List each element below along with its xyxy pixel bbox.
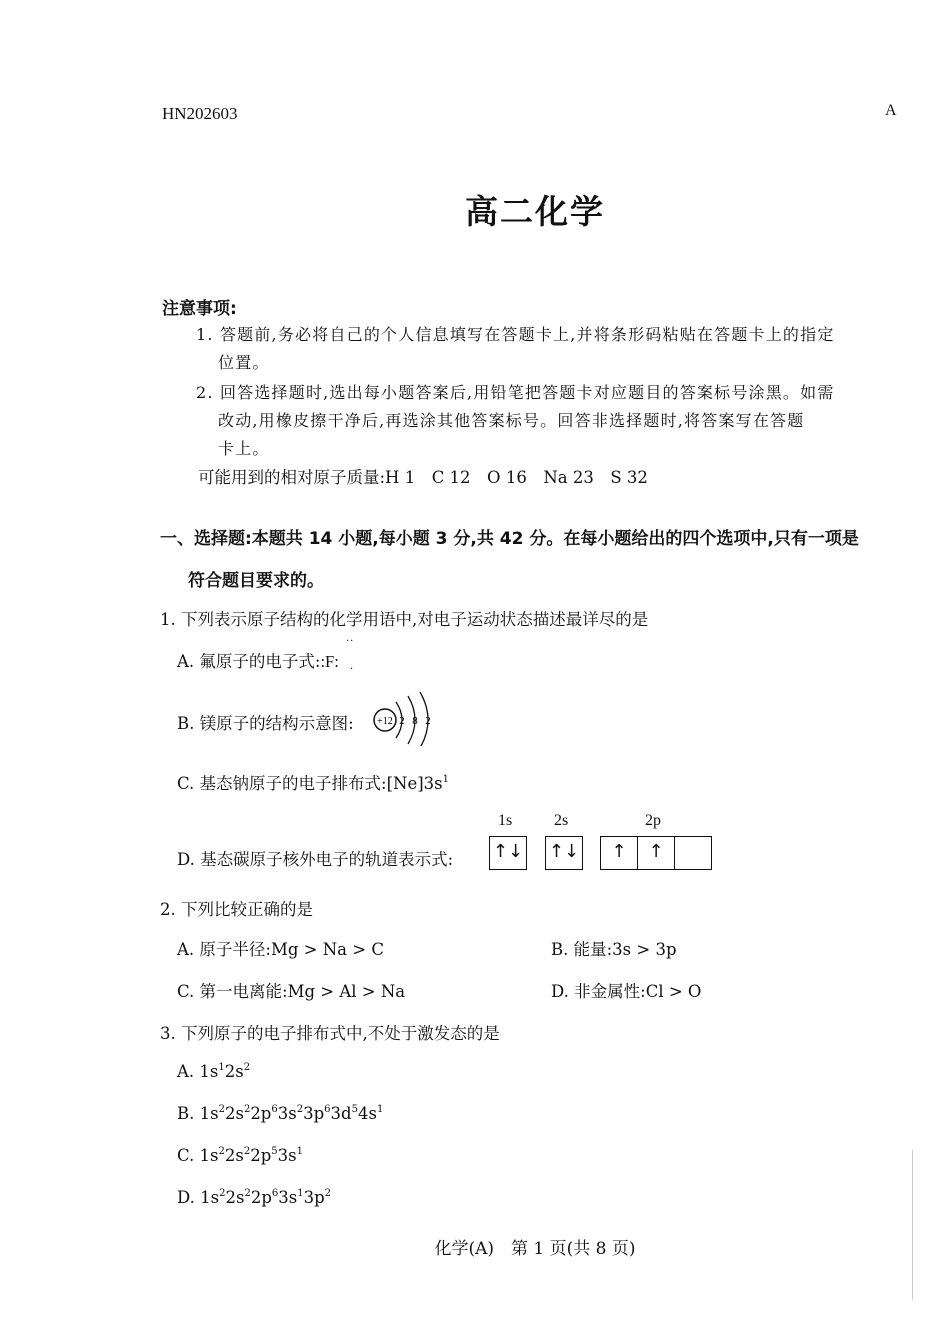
- q3-b-part: 1s: [199, 1104, 219, 1123]
- notice-item-2-line-1: 2. 回答选择题时,选出每小题答案后,用铅笔把答题卡对应题目的答案标号涂黑。如需: [196, 383, 835, 402]
- q3-d-sup: 6: [271, 1188, 279, 1199]
- notice-heading: 注意事项:: [162, 299, 237, 319]
- q3-b-sup: 2: [243, 1104, 251, 1115]
- f-dots-top-icon: ··: [346, 636, 355, 647]
- page-title: 高二化学: [465, 192, 605, 231]
- orbital-1s-label: 1s: [498, 812, 513, 829]
- q3-b-sup: 5: [351, 1104, 358, 1115]
- q3-b-part: 3d: [330, 1104, 352, 1123]
- q1-option-c-sup: 1: [442, 774, 450, 785]
- q3-a-sup: 2: [243, 1062, 251, 1073]
- q3-d-part: 1s: [200, 1188, 220, 1207]
- q3-b-sup: 2: [296, 1104, 304, 1115]
- q3-b-part: 2p: [250, 1104, 272, 1123]
- notice-item-2-line-2: 改动,用橡皮擦干净后,再选涂其他答案标号。回答非选择题时,将答案写在答题: [218, 411, 805, 430]
- q3-d-part: 3p: [303, 1188, 325, 1207]
- orbital-1s-cell: ↑↓: [492, 841, 524, 862]
- q1-stem: 1. 下列表示原子结构的化学用语中,对电子运动状态描述最详尽的是: [160, 610, 649, 629]
- q2-option-c: C. 第一电离能:Mg > Al > Na: [177, 982, 406, 1001]
- exam-code: HN202603: [162, 104, 238, 123]
- q3-c-part: 1s: [199, 1146, 219, 1165]
- orbital-2p-box: [600, 836, 712, 870]
- q3-d-part: 3s: [278, 1188, 298, 1207]
- q3-b-part: 3s: [277, 1104, 297, 1123]
- q3-d-part: 2s: [225, 1188, 245, 1207]
- orbital-2s-cell: ↑↓: [548, 841, 580, 862]
- orbital-2p-label: 2p: [645, 812, 661, 829]
- q3-c-sup: 1: [296, 1146, 303, 1157]
- q3-b-label: B.: [177, 1104, 200, 1123]
- atomic-masses: 可能用到的相对原子质量:H 1 C 12 O 16 Na 23 S 32: [198, 468, 648, 487]
- notice-item-2-line-3: 卡上。: [218, 439, 270, 458]
- q3-b-part: 2s: [224, 1104, 244, 1123]
- mg-structure-svg: [372, 690, 442, 746]
- q3-c-sup: 2: [243, 1146, 251, 1157]
- shell-3-count: 2: [425, 715, 431, 727]
- q3-a-label: A.: [177, 1062, 200, 1081]
- q3-c-part: 2p: [250, 1146, 272, 1165]
- q3-a-sup: 1: [218, 1062, 225, 1073]
- q3-b-sup: 2: [218, 1104, 225, 1115]
- q1-option-c: [177, 770, 449, 794]
- section-heading-line-2: 符合题目要求的。: [188, 571, 324, 591]
- q2-option-a: A. 原子半径:Mg > Na > C: [177, 940, 384, 959]
- section-heading-line-1: 一、选择题:本题共 14 小题,每小题 3 分,共 42 分。在每小题给出的四个选项中,只有一项是: [160, 529, 859, 549]
- orbital-2s-box: [545, 836, 583, 870]
- q3-option-c: [177, 1146, 303, 1165]
- q2-stem: 2. 下列比较正确的是: [160, 900, 313, 919]
- q1-option-d: D. 基态碳原子核外电子的轨道表示式:: [177, 850, 454, 869]
- q3-a-part: 1s: [199, 1062, 219, 1081]
- fluorine-electron-dot-formula: :F:: [320, 652, 339, 671]
- q1-option-a: [177, 648, 339, 672]
- shell-1-count: 2: [399, 715, 405, 727]
- q3-option-d: [177, 1188, 331, 1207]
- q3-a-part: 2s: [224, 1062, 244, 1081]
- orbital-1s-box: [489, 836, 527, 870]
- paper-version: A: [885, 102, 897, 119]
- q3-option-b: [177, 1104, 383, 1123]
- q3-b-sup: 6: [271, 1104, 278, 1115]
- q3-b-sup: 6: [324, 1104, 331, 1115]
- f-dot-bottom-icon: ·: [350, 664, 354, 675]
- q3-d-sup: 2: [324, 1188, 332, 1199]
- orbital-2p-cell-2: ↑: [638, 837, 675, 869]
- q3-d-sup: 2: [244, 1188, 251, 1199]
- q3-b-part: 3p: [303, 1104, 325, 1123]
- q3-c-part: 3s: [277, 1146, 297, 1165]
- mg-atomic-structure-diagram: [372, 690, 442, 746]
- page-footer: 化学(A) 第 1 页(共 8 页): [434, 1239, 636, 1259]
- q3-c-part: 2s: [224, 1146, 244, 1165]
- q2-option-b: B. 能量:3s > 3p: [551, 940, 677, 959]
- nucleus-label: +12: [377, 716, 393, 727]
- q1-option-a-text: A. 氟原子的电子式:: [177, 652, 321, 671]
- orbital-2p-cell-3: [675, 837, 711, 869]
- scan-edge-mark: [912, 1150, 913, 1300]
- q1-option-b: B. 镁原子的结构示意图:: [177, 714, 354, 733]
- q3-d-sup: 2: [219, 1188, 226, 1199]
- q3-d-part: 2p: [250, 1188, 272, 1207]
- q3-c-label: C.: [177, 1146, 200, 1165]
- q3-c-sup: 2: [218, 1146, 225, 1157]
- q3-d-label: D.: [177, 1188, 201, 1207]
- q1-option-c-text: C. 基态钠原子的电子排布式:[Ne]3s: [177, 774, 443, 793]
- notice-item-1-line-1: 1. 答题前,务必将自己的个人信息填写在答题卡上,并将条形码粘贴在答题卡上的指定: [196, 325, 835, 344]
- q3-b-sup: 1: [376, 1104, 384, 1115]
- orbital-2s-label: 2s: [554, 812, 569, 829]
- q3-b-part: 4s: [357, 1104, 377, 1123]
- q3-stem: 3. 下列原子的电子排布式中,不处于激发态的是: [160, 1024, 500, 1043]
- q2-option-d: D. 非金属性:Cl > O: [551, 982, 702, 1001]
- orbital-2p-cell-1: ↑: [601, 837, 638, 869]
- notice-item-1-line-2: 位置。: [218, 353, 270, 372]
- shell-2-count: 8: [412, 715, 418, 727]
- q3-option-a: [177, 1062, 250, 1081]
- q3-c-sup: 5: [271, 1146, 278, 1157]
- q3-d-sup: 1: [297, 1188, 304, 1199]
